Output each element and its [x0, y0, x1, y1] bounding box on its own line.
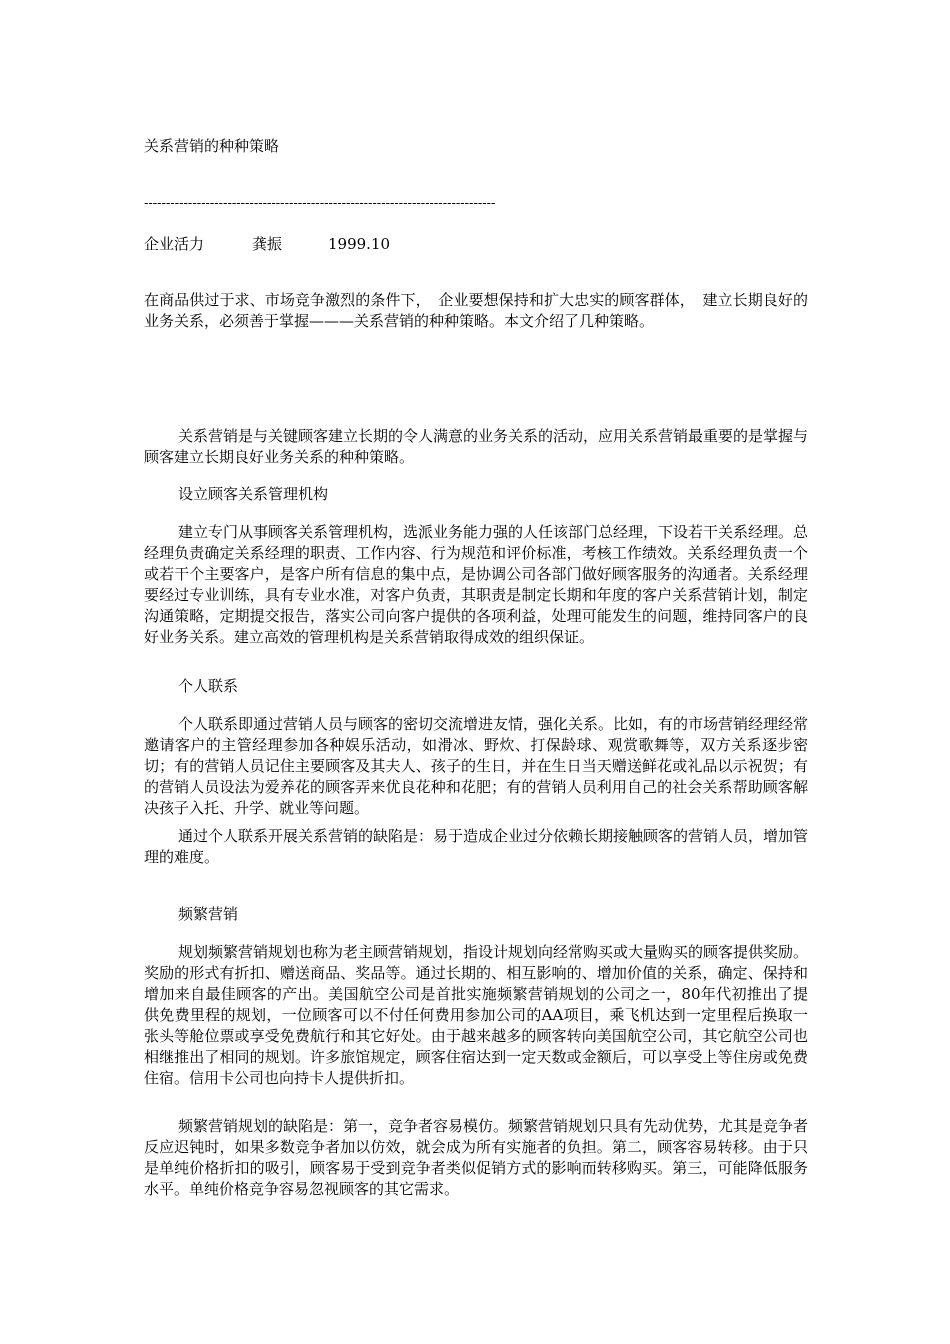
byline-source: 企业活力 [144, 235, 205, 253]
page-title: 关系营销的种种策略 [144, 137, 280, 155]
section-heading-management: 设立顾客关系管理机构 [178, 485, 329, 503]
intro-paragraph: 关系营销是与关键顾客建立长期的令人满意的业务关系的活动，应用关系营销最重要的是掌握与顾客建立长期良好业务关系的种种策略。 [144, 427, 809, 466]
paragraph-frequency-marketing: 规划频繁营销规划也称为老主顾营销规划，指设计规划向经常购买或大量购买的顾客提供奖励。奖励的形式有折扣、赠送商品、奖品等。通过长期的、相互影响的、增加价值的关系，确定、保持和增加来自最佳顾客的产出。美国航空公司是首批实施频繁营销规划的公司之一，80年代初推出了提供免费里程的规划，一位顾客可以不付任何费用参加公司的AA项目，乘飞机达到一定里程后换取一张头等舱位票或享受免费航行和其它好处。由于越来越多的顾客转向美国航空公司，其它航空公司也相继推出了相同的规划。许多旅馆规定，顾客住宿达到一定天数或金额后，可以享受上等住房或免费住宿。信用卡公司也向持卡人提供折扣。 [144, 943, 809, 1087]
paragraph-management: 建立专门从事顾客关系管理机构，选派业务能力强的人任该部门总经理，下设若干关系经理。总经理负责确定关系经理的职责、工作内容、行为规范和评价标准，考核工作绩效。关系经理负责一个或若干个主要客户，是客户所有信息的集中点，是协调公司各部门做好顾客服务的沟通者。关系经理要经过专业训练，具有专业水准，对客户负责，其职责是制定长期和年度的客户关系营销计划，制定沟通策略，定期提交报告，落实公司向客户提供的各项利益，处理可能发生的问题，维持同客户的良好业务关系。建立高效的管理机构是关系营销取得成效的组织保证。 [144, 523, 809, 646]
byline [144, 234, 390, 254]
paragraph-personal-contact-drawback: 通过个人联系开展关系营销的缺陷是：易于造成企业过分依赖长期接触顾客的营销人员，增加管理的难度。 [144, 827, 809, 866]
byline-date: 1999.10 [328, 235, 391, 253]
abstract: 在商品供过于求、市场竞争激烈的条件下， 企业要想保持和扩大忠实的顾客群体， 建立长期良好的业务关系，必须善于掌握———关系营销的种种策略。本文介绍了几种策略。 [144, 291, 808, 330]
paragraph-personal-contact: 个人联系即通过营销人员与顾客的密切交流增进友情，强化关系。比如，有的市场营销经理经常邀请客户的主管经理参加各种娱乐活动，如滑冰、野炊、打保龄球、观赏歌舞等，双方关系逐步密切；有的营销人员记住主要顾客及其夫人、孩子的生日，并在生日当天赠送鲜花或礼品以示祝贺；有的营销人员设法为爱养花的顾客弄来优良花种和花肥；有的营销人员利用自己的社会关系帮助顾客解决孩子入托、升学、就业等问题。 [144, 715, 809, 817]
section-heading-frequency-marketing: 频繁营销 [178, 905, 239, 923]
section-heading-personal-contact: 个人联系 [178, 677, 239, 695]
byline-author: 龚振 [252, 235, 283, 253]
horizontal-rule: -------------------------------------------------------------------------------- [144, 196, 496, 211]
paragraph-frequency-marketing-drawback: 频繁营销规划的缺陷是：第一，竞争者容易模仿。频繁营销规划只具有先动优势，尤其是竞争者反应迟钝时，如果多数竞争者加以仿效，就会成为所有实施者的负担。第二，顾客容易转移。由于只是单纯价格折扣的吸引，顾客易于受到竞争者类似促销方式的影响而转移购买。第三，可能降低服务水平。单纯价格竞争容易忽视顾客的其它需求。 [144, 1117, 809, 1198]
